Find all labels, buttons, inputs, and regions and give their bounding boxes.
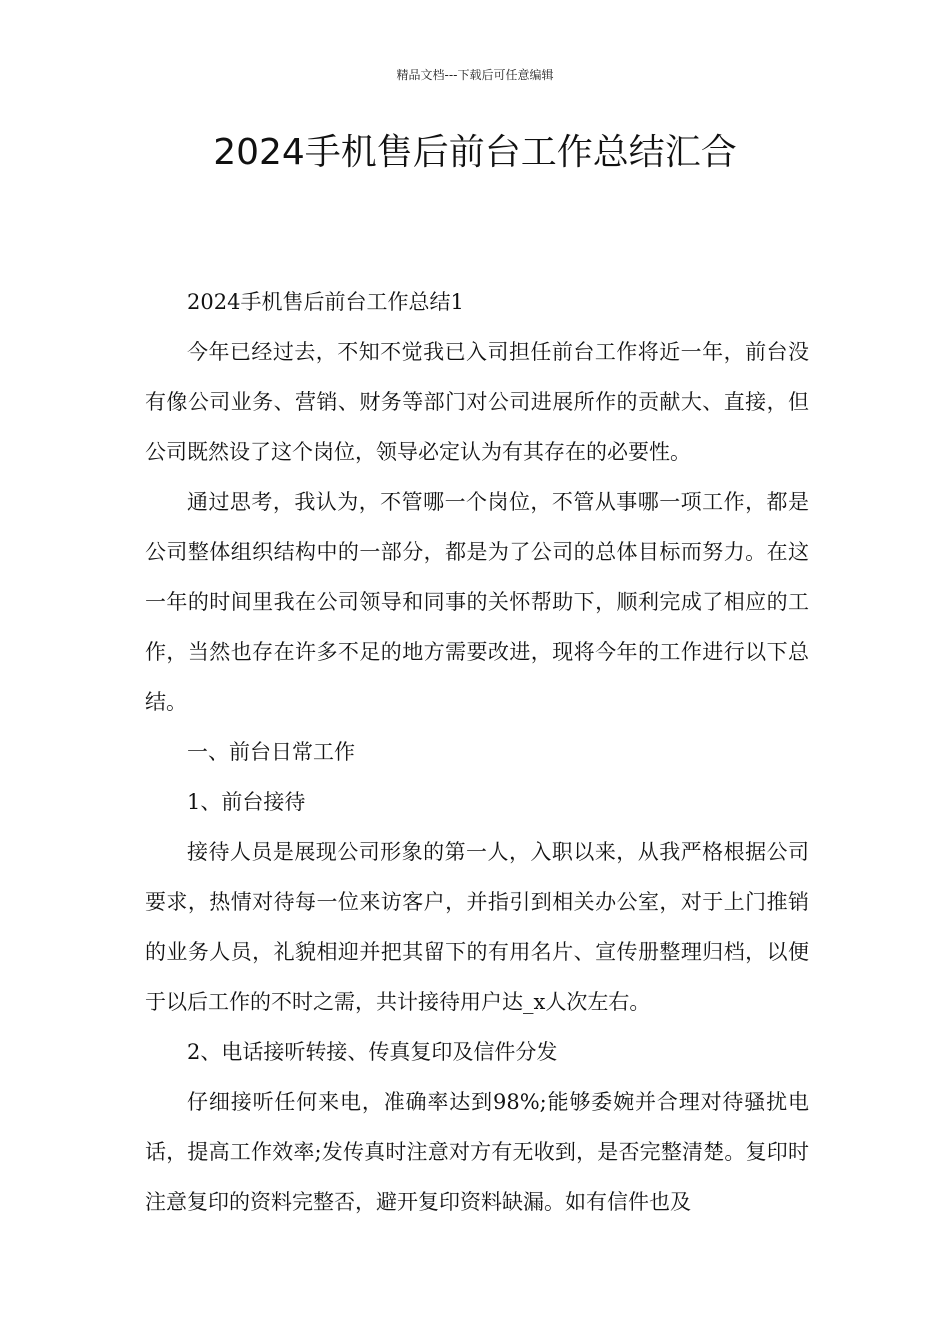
subsection-heading: 1、前台接待	[187, 790, 306, 814]
body-paragraph: 接待人员是展现公司形象的第一人，入职以来，从我严格根据公司要求，热情对待每一位来访客户，并指引到相关办公室，对于上门推销的业务人员，礼貌相迎并把其留下的有用名片、宣传册整理归档，以便于以后工作的不时之需，共计接待用户达_x人次左右。	[145, 840, 809, 1014]
body-paragraph: 仔细接听任何来电，准确率达到98%;能够委婉并合理对待骚扰电话，提高工作效率;发传真时注意对方有无收到，是否完整清楚。复印时注意复印的资料完整否，避开复印资料缺漏。如有信件也及	[145, 1090, 809, 1214]
body-paragraph: 今年已经过去，不知不觉我已入司担任前台工作将近一年，前台没有像公司业务、营销、财务等部门对公司进展所作的贡献大、直接，但公司既然设了这个岗位，领导必定认为有其存在的必要性。	[145, 340, 809, 464]
page-header-note: 精品文档---下载后可任意编辑	[396, 68, 554, 82]
document-title: 2024手机售后前台工作总结汇合	[213, 132, 737, 173]
section-heading: 2024手机售后前台工作总结1	[187, 290, 464, 314]
document-body	[145, 277, 809, 1227]
section-heading: 一、前台日常工作	[187, 740, 355, 764]
subsection-heading: 2、电话接听转接、传真复印及信件分发	[187, 1040, 558, 1064]
body-paragraph: 通过思考，我认为，不管哪一个岗位，不管从事哪一项工作，都是公司整体组织结构中的一部分，都是为了公司的总体目标而努力。在这一年的时间里我在公司领导和同事的关怀帮助下，顺利完成了相应的工作，当然也存在许多不足的地方需要改进，现将今年的工作进行以下总结。	[145, 490, 809, 714]
